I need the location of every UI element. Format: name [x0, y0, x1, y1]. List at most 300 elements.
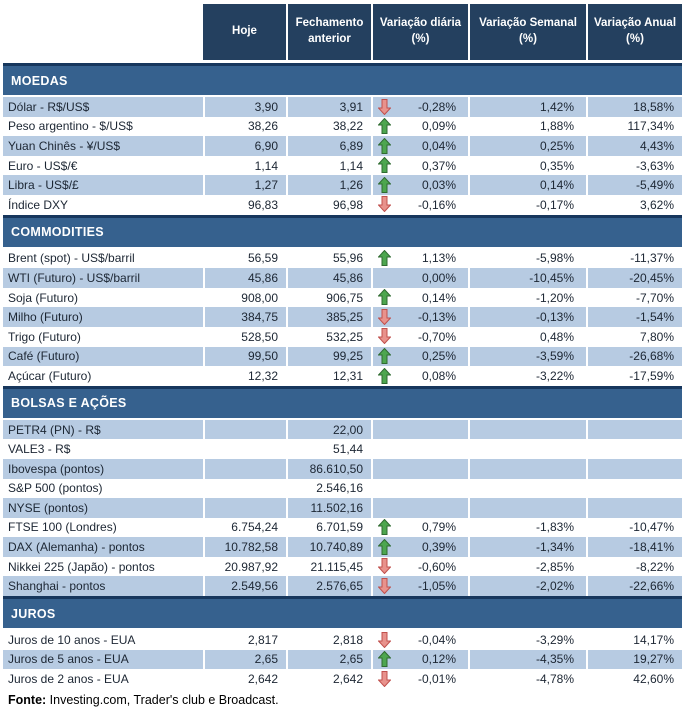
cell-variacao-diaria [371, 498, 468, 518]
table-row [3, 347, 682, 367]
cell-fechamento [286, 288, 371, 308]
cell-variacao-diaria [371, 557, 468, 577]
row-label [3, 366, 203, 386]
cell-variacao-anual-value: -20,45% [629, 270, 674, 285]
cell-variacao-semanal-value: -3,29% [535, 632, 574, 647]
table-row [3, 136, 682, 156]
cell-variacao-anual [586, 576, 682, 596]
cell-hoje [203, 498, 286, 518]
cell-variacao-diaria [371, 366, 468, 386]
cell-variacao-diaria [371, 175, 468, 195]
cell-variacao-anual-value: -11,37% [630, 251, 674, 266]
cell-hoje [203, 537, 286, 557]
row-label [3, 576, 203, 596]
source-label: Fonte: [8, 692, 47, 707]
cell-variacao-diaria [371, 249, 468, 269]
row-label-value: Juros de 5 anos - EUA [8, 652, 129, 667]
row-label [3, 195, 203, 215]
cell-hoje-value: 6.754,24 [231, 520, 278, 535]
row-label [3, 249, 203, 269]
row-label [3, 156, 203, 176]
cell-variacao-anual-value: 4,43% [639, 138, 674, 153]
cell-variacao-semanal-value: -4,78% [535, 672, 574, 687]
cell-variacao-diaria [371, 327, 468, 347]
row-label [3, 650, 203, 670]
cell-hoje-value: 2,817 [247, 632, 278, 647]
cell-fechamento [286, 557, 371, 577]
cell-variacao-semanal [468, 498, 586, 518]
table-row [3, 307, 682, 327]
cell-variacao-semanal [468, 288, 586, 308]
cell-variacao-anual [586, 479, 682, 499]
arrow-up-icon [378, 157, 391, 173]
cell-variacao-diaria-value: -1,05% [417, 579, 456, 594]
cell-fechamento-value: 11.502,16 [310, 500, 363, 515]
cell-fechamento-value: 10.740,89 [309, 540, 363, 555]
arrow-down-icon [378, 632, 391, 648]
arrow-down-icon [378, 99, 391, 115]
cell-variacao-semanal-value: 0,48% [539, 329, 574, 344]
cell-variacao-semanal-value: 1,42% [539, 99, 574, 114]
cell-variacao-semanal [468, 156, 586, 176]
section-header-moedas: MOEDAS [3, 63, 682, 95]
cell-variacao-semanal [468, 175, 586, 195]
cell-fechamento-value: 1,26 [339, 178, 363, 193]
cell-hoje [203, 479, 286, 499]
cell-variacao-anual [586, 288, 682, 308]
table-row [3, 479, 682, 499]
cell-variacao-semanal [468, 117, 586, 137]
table-row [3, 498, 682, 518]
column-header-hoje: Hoje [203, 4, 286, 60]
row-label [3, 175, 203, 195]
cell-hoje [203, 156, 286, 176]
cell-fechamento [286, 439, 371, 459]
cell-variacao-anual [586, 136, 682, 156]
arrow-up-icon [378, 289, 391, 305]
cell-variacao-diaria [371, 347, 468, 367]
cell-variacao-anual [586, 307, 682, 327]
table-row [3, 557, 682, 577]
row-label [3, 97, 203, 117]
cell-variacao-anual [586, 249, 682, 269]
cell-hoje-value: 20.987,92 [224, 559, 278, 574]
cell-fechamento [286, 136, 371, 156]
cell-variacao-anual-value: -8,22% [635, 559, 674, 574]
row-label-value: Soja (Futuro) [8, 290, 79, 305]
cell-variacao-anual [586, 439, 682, 459]
cell-fechamento-value: 1,14 [339, 158, 363, 173]
cell-hoje-value: 10.782,58 [224, 540, 278, 555]
arrow-down-icon [378, 328, 391, 344]
cell-fechamento [286, 347, 371, 367]
cell-variacao-semanal [468, 366, 586, 386]
cell-fechamento-value: 55,96 [332, 251, 363, 266]
table-row [3, 195, 682, 215]
row-label-value: VALE3 - R$ [8, 442, 71, 457]
arrow-down-icon [378, 309, 391, 325]
arrow-up-icon [378, 539, 391, 555]
cell-variacao-anual [586, 420, 682, 440]
row-label [3, 479, 203, 499]
row-label-value: Libra - US$/£ [8, 178, 79, 193]
row-label-value: Milho (Futuro) [8, 310, 83, 325]
row-label-value: Trigo (Futuro) [8, 329, 81, 344]
table-row [3, 117, 682, 137]
column-header-fechamento: Fechamento anterior [286, 4, 371, 60]
cell-hoje-value: 908,00 [241, 290, 278, 305]
table-row [3, 669, 682, 689]
row-label-value: WTI (Futuro) - US$/barril [8, 270, 141, 285]
row-label-value: NYSE (pontos) [8, 500, 89, 515]
row-label [3, 669, 203, 689]
cell-hoje [203, 175, 286, 195]
cell-fechamento [286, 307, 371, 327]
cell-variacao-diaria [371, 650, 468, 670]
cell-fechamento-value: 12,31 [332, 368, 363, 383]
cell-variacao-anual-value: -10,47% [629, 520, 674, 535]
cell-variacao-anual [586, 366, 682, 386]
cell-variacao-diaria-value: 0,37% [421, 158, 456, 173]
cell-hoje [203, 630, 286, 650]
cell-hoje-value: 6,90 [254, 138, 278, 153]
row-label [3, 288, 203, 308]
cell-variacao-diaria-value: -0,01% [417, 672, 456, 687]
cell-fechamento-value: 3,91 [339, 99, 363, 114]
cell-hoje-value: 12,32 [247, 368, 278, 383]
cell-hoje [203, 195, 286, 215]
section-header-juros: JUROS [3, 596, 682, 628]
table-row [3, 420, 682, 440]
cell-variacao-diaria-value: 0,39% [421, 540, 456, 555]
arrow-up-icon [378, 177, 391, 193]
cell-variacao-diaria-value: -0,13% [417, 310, 456, 325]
cell-variacao-diaria-value: 0,04% [421, 138, 456, 153]
cell-variacao-semanal [468, 136, 586, 156]
arrow-down-icon [378, 196, 391, 212]
cell-variacao-diaria-value: -0,16% [417, 197, 456, 212]
column-header-variacao-anual: Variação Anual (%) [586, 4, 682, 60]
column-header-variacao-semanal: Variação Semanal (%) [468, 4, 586, 60]
cell-hoje [203, 576, 286, 596]
cell-variacao-diaria [371, 518, 468, 538]
row-label-value: FTSE 100 (Londres) [8, 520, 117, 535]
cell-variacao-anual [586, 459, 682, 479]
section-header-commodities: COMMODITIES [3, 215, 682, 247]
cell-variacao-diaria [371, 439, 468, 459]
cell-fechamento [286, 268, 371, 288]
header-spacer [3, 4, 203, 60]
arrow-down-icon [378, 558, 391, 574]
cell-variacao-diaria [371, 537, 468, 557]
cell-variacao-semanal [468, 576, 586, 596]
cell-variacao-semanal [468, 307, 586, 327]
cell-variacao-diaria-value: 0,12% [421, 652, 456, 667]
cell-fechamento-value: 22,00 [332, 422, 363, 437]
cell-variacao-anual-value: 14,17% [633, 632, 674, 647]
row-label-value: Café (Futuro) [8, 349, 80, 364]
cell-variacao-anual-value: 3,62% [639, 197, 674, 212]
table-row [3, 327, 682, 347]
table-row [3, 439, 682, 459]
cell-fechamento-value: 45,86 [332, 270, 363, 285]
cell-hoje [203, 420, 286, 440]
cell-variacao-diaria-value: 0,00% [421, 270, 456, 285]
cell-variacao-diaria [371, 117, 468, 137]
row-label-value: Euro - US$/€ [8, 158, 78, 173]
cell-variacao-semanal [468, 439, 586, 459]
cell-variacao-anual [586, 630, 682, 650]
cell-variacao-semanal-value: -2,02% [535, 579, 574, 594]
row-label [3, 537, 203, 557]
row-label-value: Yuan Chinês - ¥/US$ [8, 138, 121, 153]
cell-hoje [203, 650, 286, 670]
cell-hoje-value: 96,83 [247, 197, 278, 212]
cell-fechamento-value: 906,75 [326, 290, 363, 305]
cell-hoje-value: 2,65 [254, 652, 278, 667]
cell-hoje [203, 347, 286, 367]
cell-fechamento-value: 38,22 [332, 119, 363, 134]
cell-variacao-semanal-value: -1,34% [535, 540, 574, 555]
cell-hoje [203, 439, 286, 459]
cell-variacao-diaria-value: 0,08% [421, 368, 456, 383]
cell-fechamento-value: 2,818 [332, 632, 363, 647]
arrow-up-icon [378, 651, 391, 667]
cell-variacao-diaria-value: -0,28% [417, 99, 456, 114]
cell-variacao-anual [586, 557, 682, 577]
cell-variacao-diaria-value: 0,25% [421, 349, 456, 364]
cell-variacao-anual [586, 347, 682, 367]
row-label [3, 347, 203, 367]
cell-hoje-value: 56,59 [247, 251, 278, 266]
cell-variacao-semanal [468, 97, 586, 117]
cell-hoje [203, 136, 286, 156]
row-label [3, 439, 203, 459]
cell-variacao-anual-value: -22,66% [629, 579, 674, 594]
cell-hoje-value: 384,75 [241, 310, 278, 325]
row-label-value: Ibovespa (pontos) [8, 461, 105, 476]
row-label [3, 117, 203, 137]
cell-variacao-semanal-value: 1,88% [539, 119, 574, 134]
cell-variacao-diaria-value: 0,09% [421, 119, 456, 134]
cell-variacao-diaria [371, 268, 468, 288]
cell-hoje-value: 1,27 [254, 178, 278, 193]
arrow-up-icon [378, 519, 391, 535]
cell-hoje-value: 38,26 [247, 119, 278, 134]
cell-variacao-diaria-value: -0,60% [417, 559, 456, 574]
table-row [3, 518, 682, 538]
cell-hoje [203, 327, 286, 347]
arrow-down-icon [378, 671, 391, 687]
cell-fechamento [286, 327, 371, 347]
cell-hoje [203, 288, 286, 308]
cell-hoje [203, 307, 286, 327]
cell-variacao-semanal-value: -4,35% [535, 652, 574, 667]
cell-hoje [203, 366, 286, 386]
cell-variacao-semanal [468, 650, 586, 670]
cell-hoje-value: 45,86 [247, 270, 278, 285]
row-label [3, 459, 203, 479]
cell-variacao-semanal-value: -2,85% [535, 559, 574, 574]
cell-fechamento [286, 175, 371, 195]
section-header-bolsas-e-a-es: BOLSAS E AÇÕES [3, 386, 682, 418]
cell-variacao-semanal-value: -0,17% [535, 197, 574, 212]
cell-hoje [203, 249, 286, 269]
cell-fechamento [286, 459, 371, 479]
cell-variacao-diaria [371, 97, 468, 117]
cell-variacao-anual [586, 650, 682, 670]
cell-variacao-diaria [371, 195, 468, 215]
cell-variacao-anual [586, 327, 682, 347]
cell-variacao-diaria [371, 479, 468, 499]
table-body [3, 63, 682, 689]
cell-variacao-semanal-value: -3,59% [535, 349, 574, 364]
cell-variacao-anual-value: -7,70% [635, 290, 674, 305]
table-row [3, 576, 682, 596]
cell-fechamento-value: 6,89 [339, 138, 363, 153]
row-label [3, 557, 203, 577]
cell-variacao-anual [586, 669, 682, 689]
cell-variacao-semanal [468, 537, 586, 557]
row-label [3, 307, 203, 327]
cell-variacao-diaria [371, 136, 468, 156]
row-label-value: DAX (Alemanha) - pontos [8, 540, 145, 555]
cell-variacao-diaria [371, 420, 468, 440]
cell-variacao-semanal-value: -3,22% [535, 368, 574, 383]
cell-variacao-diaria-value: 1,13% [421, 251, 456, 266]
source-note [3, 689, 682, 707]
cell-fechamento [286, 576, 371, 596]
cell-fechamento-value: 86.610,50 [309, 461, 363, 476]
cell-variacao-anual [586, 195, 682, 215]
cell-fechamento-value: 2.576,65 [316, 579, 363, 594]
cell-variacao-diaria [371, 459, 468, 479]
cell-variacao-semanal-value: -10,45% [529, 270, 574, 285]
row-label [3, 420, 203, 440]
cell-variacao-anual-value: 117,34% [627, 119, 674, 134]
cell-fechamento [286, 420, 371, 440]
cell-variacao-anual [586, 537, 682, 557]
arrow-up-icon [378, 250, 391, 266]
row-label-value: Açúcar (Futuro) [8, 368, 92, 383]
cell-variacao-diaria-value: 0,03% [421, 178, 456, 193]
row-label-value: Juros de 10 anos - EUA [8, 632, 136, 647]
cell-fechamento-value: 385,25 [326, 310, 363, 325]
cell-variacao-diaria-value: -0,04% [417, 632, 456, 647]
cell-fechamento [286, 195, 371, 215]
cell-variacao-anual [586, 498, 682, 518]
cell-fechamento [286, 498, 371, 518]
market-table [3, 4, 682, 707]
row-label [3, 268, 203, 288]
cell-fechamento [286, 479, 371, 499]
row-label [3, 630, 203, 650]
cell-variacao-diaria [371, 288, 468, 308]
cell-variacao-diaria [371, 156, 468, 176]
cell-variacao-semanal [468, 249, 586, 269]
cell-variacao-semanal [468, 420, 586, 440]
arrow-up-icon [378, 118, 391, 134]
cell-fechamento-value: 2,65 [339, 652, 363, 667]
cell-variacao-semanal-value: 0,25% [539, 138, 574, 153]
row-label [3, 518, 203, 538]
cell-variacao-anual-value: -1,54% [635, 310, 674, 325]
cell-fechamento-value: 96,98 [332, 197, 363, 212]
cell-variacao-diaria [371, 307, 468, 327]
cell-variacao-semanal-value: -1,83% [535, 520, 574, 535]
table-row [3, 268, 682, 288]
cell-variacao-anual-value: 18,58% [633, 99, 674, 114]
cell-variacao-semanal [468, 268, 586, 288]
row-label-value: Shanghai - pontos [8, 579, 106, 594]
cell-fechamento [286, 518, 371, 538]
cell-fechamento [286, 97, 371, 117]
table-row [3, 175, 682, 195]
cell-variacao-anual [586, 518, 682, 538]
cell-fechamento-value: 2,642 [332, 672, 363, 687]
cell-fechamento-value: 99,25 [332, 349, 363, 364]
cell-fechamento [286, 650, 371, 670]
cell-fechamento [286, 117, 371, 137]
cell-variacao-anual [586, 97, 682, 117]
cell-variacao-anual-value: -17,59% [629, 368, 674, 383]
cell-variacao-semanal [468, 459, 586, 479]
cell-variacao-anual-value: -18,41% [629, 540, 674, 555]
cell-variacao-diaria-value: 0,14% [421, 290, 456, 305]
arrow-up-icon [378, 348, 391, 364]
cell-hoje-value: 1,14 [254, 158, 278, 173]
cell-hoje [203, 459, 286, 479]
cell-variacao-diaria-value: -0,70% [417, 329, 456, 344]
cell-variacao-semanal-value: -1,20% [535, 290, 574, 305]
table-row [3, 97, 682, 117]
arrow-up-icon [378, 138, 391, 154]
cell-variacao-semanal [468, 630, 586, 650]
cell-variacao-anual [586, 175, 682, 195]
table-row [3, 537, 682, 557]
cell-variacao-semanal [468, 195, 586, 215]
cell-variacao-semanal-value: -0,13% [535, 310, 574, 325]
table-row [3, 459, 682, 479]
cell-fechamento [286, 249, 371, 269]
cell-variacao-semanal-value: 0,14% [539, 178, 574, 193]
cell-variacao-diaria [371, 669, 468, 689]
cell-fechamento [286, 537, 371, 557]
cell-variacao-semanal [468, 347, 586, 367]
row-label [3, 327, 203, 347]
row-label-value: Índice DXY [8, 197, 69, 212]
row-label [3, 498, 203, 518]
cell-variacao-anual [586, 156, 682, 176]
cell-hoje-value: 2,642 [247, 672, 278, 687]
cell-variacao-semanal [468, 518, 586, 538]
cell-variacao-diaria [371, 576, 468, 596]
cell-variacao-semanal [468, 479, 586, 499]
cell-fechamento-value: 532,25 [326, 329, 363, 344]
row-label-value: Brent (spot) - US$/barril [8, 251, 135, 266]
cell-fechamento [286, 630, 371, 650]
row-label-value: PETR4 (PN) - R$ [8, 422, 101, 437]
cell-variacao-anual-value: -3,63% [635, 158, 674, 173]
row-label-value: S&P 500 (pontos) [8, 481, 103, 496]
cell-hoje-value: 528,50 [241, 329, 278, 344]
cell-variacao-anual [586, 117, 682, 137]
cell-fechamento [286, 669, 371, 689]
cell-variacao-semanal-value: 0,35% [539, 158, 574, 173]
cell-variacao-anual [586, 268, 682, 288]
cell-hoje [203, 669, 286, 689]
table-header-row [3, 4, 682, 60]
